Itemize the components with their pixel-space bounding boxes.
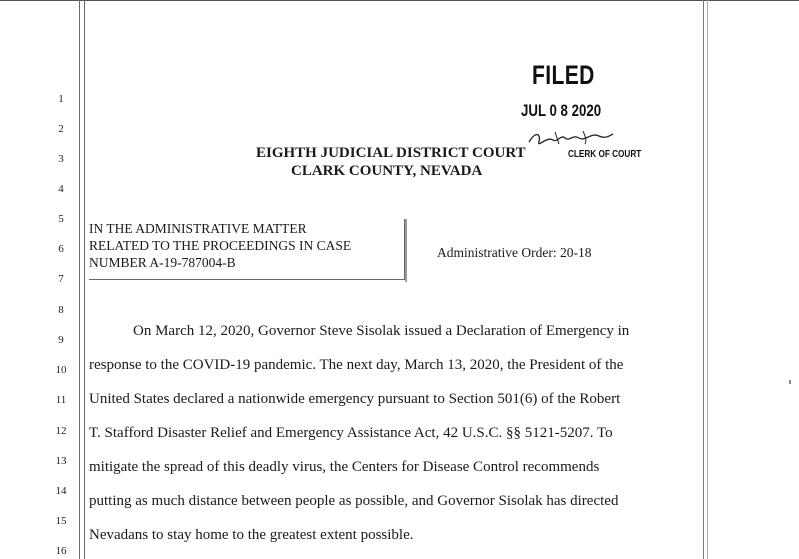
line-number: 15 xyxy=(55,515,67,527)
scan-speck xyxy=(789,380,791,384)
line-number: 7 xyxy=(58,273,64,285)
line-number: 10 xyxy=(55,364,67,376)
line-number: 5 xyxy=(58,213,64,225)
line-number: 3 xyxy=(58,153,64,165)
left-margin-rule-inner xyxy=(84,0,85,559)
caption-line: RELATED TO THE PROCEEDINGS IN CASE xyxy=(89,238,352,253)
line-number: 11 xyxy=(55,394,67,406)
line-number: 12 xyxy=(55,425,67,437)
body-line: response to the COVID-19 pandemic. The next day, March 13, 2020, the President of the xyxy=(89,357,624,373)
filed-stamp: FILED xyxy=(532,60,595,90)
body-line: United States declared a nationwide emergency pursuant to Section 501(6) of the Robert xyxy=(89,391,621,407)
court-name: EIGHTH JUDICIAL DISTRICT COURT xyxy=(256,145,526,161)
body-line: Nevadans to stay home to the greatest extent possible. xyxy=(89,527,414,543)
line-number: 4 xyxy=(58,183,64,195)
line-number: 6 xyxy=(58,243,64,255)
filed-date: JUL 0 8 2020 xyxy=(521,101,602,120)
top-border xyxy=(0,0,799,1)
line-number: 8 xyxy=(58,304,64,316)
body-line: mitigate the spread of this deadly virus, the Centers for Disease Control recommends xyxy=(89,459,600,475)
line-number: 16 xyxy=(55,545,67,557)
county-name: CLARK COUNTY, NEVADA xyxy=(291,163,483,179)
body-line: T. Stafford Disaster Relief and Emergency Assistance Act, 42 U.S.C. §§ 5121-5207. To xyxy=(89,425,613,441)
line-number: 2 xyxy=(58,123,64,135)
body-line: putting as much distance between people as possible, and Governor Sisolak has directed xyxy=(89,493,619,509)
caption-line: NUMBER A-19-787004-B xyxy=(89,255,236,270)
administrative-order-number: Administrative Order: 20-18 xyxy=(437,245,592,260)
line-number: 14 xyxy=(55,485,67,497)
left-margin-rule xyxy=(79,0,80,559)
caption-line: IN THE ADMINISTRATIVE MATTER xyxy=(89,221,307,236)
caption-box-shadow xyxy=(405,219,407,282)
line-number: 9 xyxy=(58,334,64,346)
line-number: 13 xyxy=(55,455,67,467)
right-margin-rule-outer xyxy=(707,0,708,559)
body-line: On March 12, 2020, Governor Steve Sisolak issued a Declaration of Emergency in xyxy=(133,323,630,339)
line-number: 1 xyxy=(58,93,64,105)
clerk-of-court-stamp: CLERK OF COURT xyxy=(568,148,642,160)
